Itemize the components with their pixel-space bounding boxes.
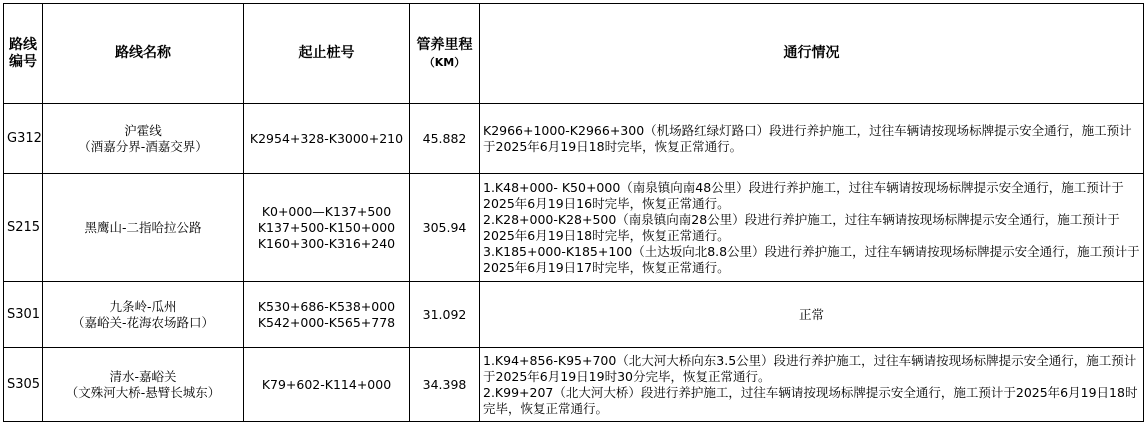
route-name-main: 清水-嘉峪关: [109, 368, 177, 384]
status-item: 2.K28+000-K28+500（南泉镇向南28公里）段进行养护施工，过往车辆请按现场标牌提示安全通行，施工预计于2025年6月19日18时完毕，恢复正常通行。: [483, 211, 1120, 243]
header-route-name: 路线名称: [43, 4, 244, 104]
header-mileage-unit: （KM）: [423, 55, 466, 69]
header-mileage: [410, 4, 480, 104]
status-item: K2966+1000-K2966+300（机场路红绿灯路口）段进行养护施工，过往车辆请按现场标牌提示安全通行，施工预计于2025年6月19日18时完毕，恢复正常通行。: [483, 122, 1132, 154]
header-mileage-line1: 管养里程: [416, 36, 473, 53]
table-row: [4, 348, 1144, 422]
route-name-main: 沪霍线: [124, 122, 162, 138]
stake-line: K2954+328-K3000+210: [249, 130, 404, 146]
traffic-status: [480, 282, 1144, 348]
header-route-code: [4, 4, 43, 104]
mileage: 31.092: [410, 282, 480, 348]
stake-line: K137+500-K150+000: [257, 219, 396, 235]
header-traffic-status: 通行情况: [480, 4, 1144, 104]
mileage: 305.94: [410, 174, 480, 282]
status-item: 1.K94+856-K95+700（北大河大桥向东3.5公里）段进行养护施工，过往车辆请按现场标牌提示安全通行，施工预计于2025年6月19日19时30分完毕，恢复正常通行。: [483, 352, 1137, 384]
stake-line: K530+686-K538+000: [257, 298, 396, 314]
stake-line: K160+300-K316+240: [257, 235, 396, 251]
stake-range: [244, 174, 410, 282]
route-name-sub: （文殊河大桥-悬臂长城东）: [65, 384, 221, 400]
status-item: 1.K48+000- K50+000（南泉镇向南48公里）段进行养护施工，过往车辆请按现场标牌提示安全通行，施工预计于2025年6月19日16时完毕，恢复正常通行。: [483, 179, 1124, 211]
route-name: [43, 348, 244, 422]
status-item: 正常: [798, 306, 824, 322]
route-code: S305: [4, 348, 43, 422]
route-code: S301: [4, 282, 43, 348]
table-row: [4, 174, 1144, 282]
status-item: 2.K99+207（北大河大桥）段进行养护施工，过往车辆请按现场标牌提示安全通行，施工预计于2025年6月19日18时完毕，恢复正常通行。: [483, 384, 1138, 416]
table-row: [4, 282, 1144, 348]
route-name-main: 黑鹰山-二指哈拉公路: [84, 219, 202, 235]
header-stake-range: 起止桩号: [244, 4, 410, 104]
route-name-sub: （嘉峪关-花海农场路口）: [71, 314, 214, 330]
stake-range: [244, 282, 410, 348]
route-code: G312: [4, 104, 43, 174]
status-item: 3.K185+000-K185+100（土达坂向北8.8公里）段进行养护施工，过往车辆请按现场标牌提示安全通行，施工预计于2025年6月19日17时完毕，恢复正常通行。: [483, 243, 1140, 275]
table-row: [4, 104, 1144, 174]
header-route-code-line1: 路线: [9, 36, 37, 53]
header-route-code-line2: 编号: [9, 53, 37, 70]
stake-line: K0+000—K137+500: [261, 203, 392, 219]
route-name-sub: （酒嘉分界-酒嘉交界）: [78, 138, 208, 154]
stake-range: [244, 104, 410, 174]
stake-range: [244, 348, 410, 422]
stake-line: K542+000-K565+778: [257, 314, 396, 330]
mileage: 45.882: [410, 104, 480, 174]
route-code: S215: [4, 174, 43, 282]
stake-line: K79+602-K114+000: [261, 376, 392, 392]
route-name: [43, 104, 244, 174]
header-row: [4, 4, 1144, 104]
route-name: [43, 174, 244, 282]
route-name-main: 九条岭-瓜州: [109, 298, 177, 314]
traffic-status: [480, 104, 1144, 174]
road-status-table: [3, 3, 1144, 422]
mileage: 34.398: [410, 348, 480, 422]
traffic-status: [480, 348, 1144, 422]
traffic-status: [480, 174, 1144, 282]
route-name: [43, 282, 244, 348]
